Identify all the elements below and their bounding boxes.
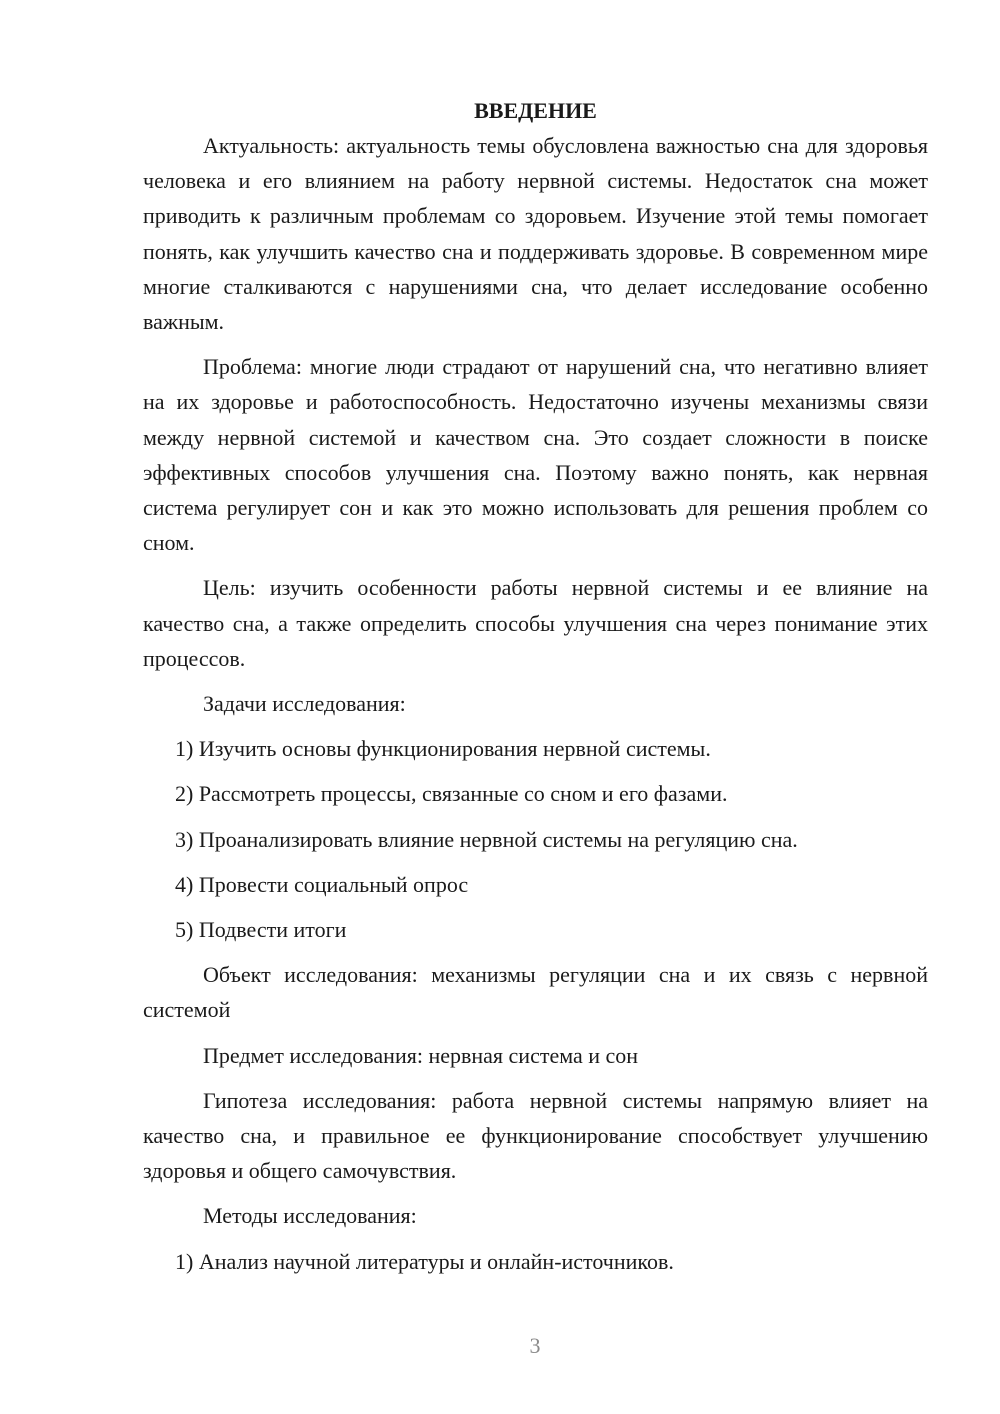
section-title: ВВЕДЕНИЕ [474,98,597,123]
relevance-paragraph: Актуальность: актуальность темы обусловлена важностью сна для здоровья человека и его влиянием на работу нервной системы. Недостаток сна может приводить к различным проблемам со здоровьем. Изучение этой темы помогает понять, как улучшить качество сна и поддерживать здоровье. В современном мире многие сталкиваются с нарушениями сна, что делает исследование особенно важным. [143,133,928,335]
hypothesis-paragraph: Гипотеза исследования: работа нервной системы напрямую влияет на качество сна, и правильное ее функционирование способствует улучшению здоровья и общего самочувствия. [143,1087,928,1184]
task-item-3: 3) Проанализировать влияние нервной системы на регуляцию сна. [175,826,798,852]
task-item-1: 1) Изучить основы функционирования нервной системы. [175,736,711,762]
goal-paragraph: Цель: изучить особенности работы нервной системы и ее влияние на качество сна, а также определить способы улучшения сна через понимание этих процессов. [143,575,928,671]
methods-heading: Методы исследования: [203,1203,417,1229]
task-item-5: 5) Подвести итоги [175,917,347,943]
method-item-1: 1) Анализ научной литературы и онлайн-источников. [175,1248,674,1274]
task-item-4: 4) Провести социальный опрос [175,871,469,897]
task-item-2: 2) Рассмотреть процессы, связанные со сном и его фазами. [175,781,728,807]
subject-paragraph: Предмет исследования: нервная система и сон [203,1042,639,1068]
problem-paragraph: Проблема: многие люди страдают от нарушений сна, что негативно влияет на их здоровье и работоспособность. Недостаточно изучены механизмы связи между нервной системой и качеством сна. Это создает сложности в поиске эффективных способов улучшения сна. Поэтому важно понять, как нервная система регулирует сон и как это можно использовать для решения проблем со сном. [143,354,928,556]
page-number: 3 [529,1333,541,1358]
object-paragraph: Объект исследования: механизмы регуляции сна и их связь с нервной системой [143,962,928,1023]
tasks-heading: Задачи исследования: [203,691,406,717]
document-page [143,93,928,1289]
